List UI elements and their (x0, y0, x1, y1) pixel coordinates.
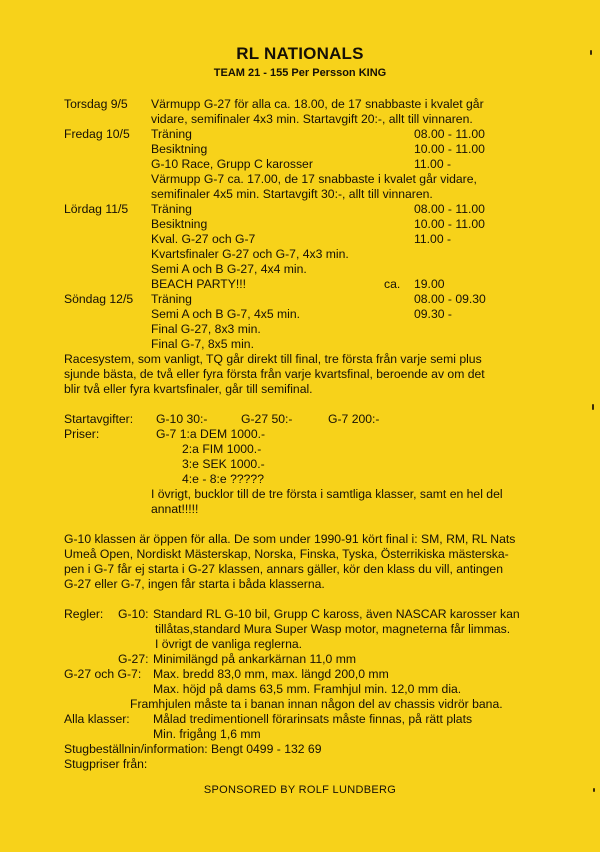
racesystem-line: Racesystem, som vanligt, TQ går direkt till final, tre första från varje semi plus (64, 352, 482, 366)
beach-party-ca: ca. (384, 277, 401, 291)
fee-g7: G-7 200:- (328, 412, 380, 426)
paper-speck (590, 50, 592, 55)
day-friday: Fredag 10/5 (64, 127, 130, 141)
day-thursday: Torsdag 9/5 (64, 97, 128, 111)
fees-label: Startavgifter: (64, 412, 134, 426)
saturday-item-label: Besiktning (151, 217, 208, 231)
rules-g27g7-label: G-27 och G-7: (64, 667, 142, 681)
fee-g27: G-27 50:- (241, 412, 293, 426)
prizes-note-1: I övrigt, bucklor till de tre första i samtliga klasser, samt en hel del (151, 487, 503, 501)
page-title: RL NATIONALS (236, 44, 364, 63)
rules-g10-label: G-10: (118, 607, 149, 621)
friday-item-label: G-10 Race, Grupp C karosser (151, 157, 313, 171)
rules-g10-line: I övrigt de vanliga reglerna. (155, 637, 303, 651)
prize-line: 3:e SEK 1000.- (182, 457, 265, 471)
saturday-item-label: Träning (151, 202, 192, 216)
saturday-item-time: 10.00 - 11.00 (414, 217, 485, 231)
saturday-item-label: Kval. G-27 och G-7 (151, 232, 256, 246)
rules-g10-line: tillåtas,standard Mura Super Wasp motor, magneterna får limmas. (155, 622, 511, 636)
rules-g27g7-line: Framhjulen måste ta i banan innan någon del av chassis vidrör bana. (130, 697, 503, 711)
saturday-line-1: Kvartsfinaler G-27 och G-7, 4x3 min. (151, 247, 349, 261)
prizes-note-2: annat!!!!! (151, 502, 199, 516)
day-sunday: Söndag 12/5 (64, 292, 134, 306)
saturday-item-time: 11.00 - (414, 232, 452, 246)
sunday-item-label: Träning (151, 292, 192, 306)
rules-all-label: Alla klasser: (64, 712, 130, 726)
paper-speck (592, 404, 594, 410)
rules-g27-label: G-27: (118, 652, 149, 666)
saturday-line-2: Semi A och B G-27, 4x4 min. (151, 262, 307, 276)
prizes-label: Priser: (64, 427, 100, 441)
sunday-item-label: Semi A och B G-7, 4x5 min. (151, 307, 301, 321)
friday-item-time: 08.00 - 11.00 (414, 127, 485, 141)
thursday-line-2: vidare, semifinaler 4x3 min. Startavgift 20:-, allt till vinnaren. (151, 112, 473, 126)
paper-speck (593, 788, 595, 792)
rules-g27g7-line: Max. bredd 83,0 mm, max. längd 200,0 mm (153, 667, 389, 681)
saturday-item-time: 08.00 - 11.00 (414, 202, 485, 216)
prize-line: G-7 1:a DEM 1000.- (156, 427, 266, 441)
rules-g27g7-line: Max. höjd på dams 63,5 mm. Framhjul min. 12,0 mm dia. (153, 682, 462, 696)
beach-party-time: 19.00 (414, 277, 445, 291)
page-subtitle: TEAM 21 - 155 Per Persson KING (213, 67, 387, 79)
friday-line-1: Värmupp G-7 ca. 17.00, de 17 snabbaste i kvalet går vidare, (151, 172, 477, 186)
sunday-line-1: Final G-27, 8x3 min. (151, 322, 261, 336)
friday-item-label: Träning (151, 127, 192, 141)
friday-item-label: Besiktning (151, 142, 208, 156)
rules-g10-line: Standard RL G-10 bil, Grupp C kaross, även NASCAR karosser kan (153, 607, 520, 621)
racesystem-line: sjunde bästa, de två eller fyra första från varje kvartsfinal, beroende av om det (64, 367, 485, 381)
g10-paragraph-line: Umeå Open, Nordiskt Mästerskap, Norska, Finska, Tyska, Österrikiska mästerska- (64, 547, 509, 561)
thursday-line-1: Värmupp G-27 för alla ca. 18.00, de 17 snabbaste i kvalet går (151, 97, 484, 111)
friday-line-2: semifinaler 4x5 min. Startavgift 30:-, allt till vinnaren. (151, 187, 433, 201)
contact-info: Stugbeställnin/information: Bengt 0499 - 132 69 (64, 742, 322, 756)
day-saturday: Lördag 11/5 (64, 202, 129, 216)
friday-item-time: 11.00 - (414, 157, 452, 171)
rules-label: Regler: (64, 607, 104, 621)
fee-g10: G-10 30:- (156, 412, 208, 426)
g10-paragraph-line: G-10 klassen är öppen för alla. De som under 1990-91 kört final i: SM, RM, RL Nats (64, 532, 516, 546)
rules-all-line: Målad tredimentionell förarinsats måste finnas, på rätt plats (153, 712, 473, 726)
g10-paragraph-line: pen i G-7 får ej starta i G-27 klassen, annars gäller, kör den klass du vill, antingen (64, 562, 503, 576)
friday-item-time: 10.00 - 11.00 (414, 142, 485, 156)
sunday-item-time: 09.30 - (414, 307, 452, 321)
prize-line: 4:e - 8:e ????? (182, 472, 264, 486)
rules-g27-line: Minimilängd på ankarkärnan 11,0 mm (153, 652, 356, 666)
sunday-item-time: 08.00 - 09.30 (414, 292, 486, 306)
sponsor-footer: SPONSORED BY ROLF LUNDBERG (203, 784, 397, 796)
rules-all-line: Min. frigång 1,6 mm (153, 727, 261, 741)
prize-line: 2:a FIM 1000.- (182, 442, 262, 456)
sunday-line-2: Final G-7, 8x5 min. (151, 337, 254, 351)
racesystem-line: blir två eller fyra kvartsfinaler, går till semifinal. (64, 382, 313, 396)
g10-paragraph-line: G-27 eller G-7, ingen får starta i båda klasserna. (64, 577, 325, 591)
beach-party: BEACH PARTY!!! (151, 277, 247, 291)
contact-prices: Stugpriser från: (64, 757, 148, 771)
